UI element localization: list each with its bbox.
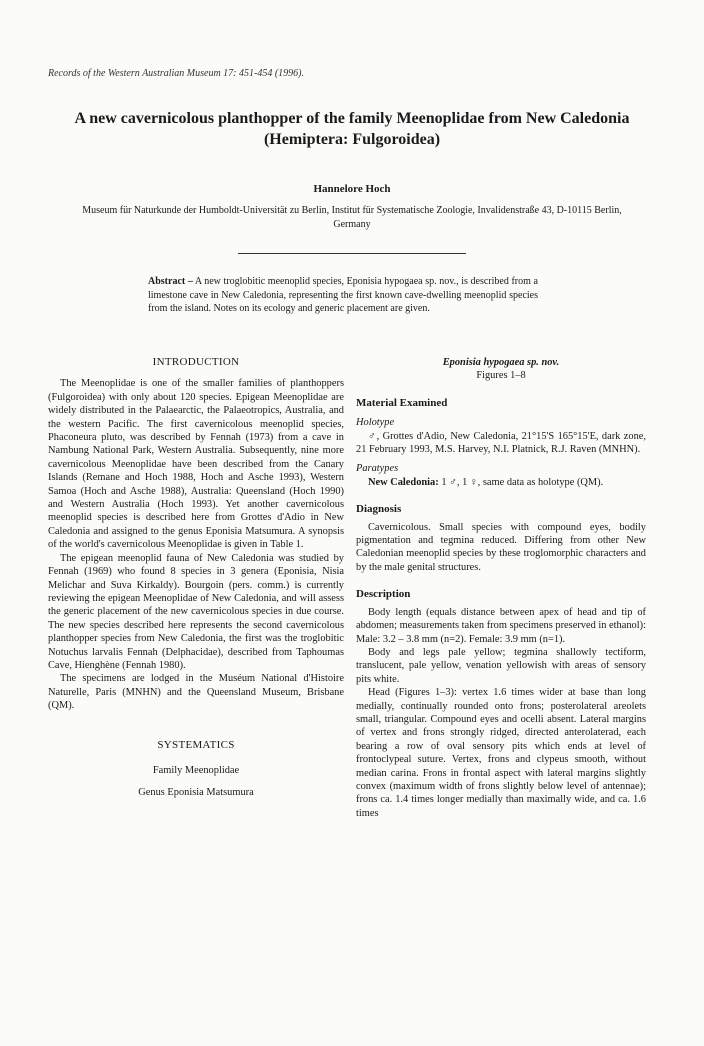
separator-rule <box>238 253 466 254</box>
systematics-heading: SYSTEMATICS <box>157 738 235 751</box>
abstract-text: A new troglobitic meenoplid species, Eponisia hypogaea sp. nov., is described from a limestone cave in New Caledonia, representing the first known cave-dwelling meenoplid species from the island. Notes on its ecology and generic placement are given. <box>148 276 538 314</box>
species-heading: Eponisia hypogaea sp. nov. <box>442 357 560 368</box>
paratypes-paragraph <box>356 476 646 489</box>
material-heading: Material Examined <box>356 396 448 409</box>
diagnosis-text: Cavernicolous. Small species with compound eyes, bodily pigmentation and tegmina reduced. Differing from other New Caledonian meenoplid species by these troglomorphic characters and by the male genital structures. <box>356 521 646 573</box>
paratypes-text: 1 ♂, 1 ♀, same data as holotype (QM). <box>438 476 604 488</box>
article-title: A new cavernicolous planthopper of the family Meenoplidae from New Caledonia (Hemiptera: Fulgoroidea) <box>74 110 630 148</box>
holotype-text: ♂, Grottes d'Adio, New Caledonia, 21°15'S 165°15'E, dark zone, 21 February 1993, M.S. Harvey, N.I. Platnick, R.J. Raven (MNHN). <box>356 430 646 456</box>
diagnosis-heading: Diagnosis <box>356 503 402 516</box>
description-paragraph: Body length (equals distance between apex of head and tip of abdomen; measurements taken from specimens preserved in ethanol): Male: 3.2 – 3.8 mm (n=2). Female: 3.9 mm (n=1). <box>356 606 646 645</box>
description-heading: Description <box>356 588 411 601</box>
family-heading: Family Meenoplidae <box>152 764 240 776</box>
author-name: Hannelore Hoch <box>313 183 391 195</box>
journal-citation: Records of the Western Australian Museum 17: 451-454 (1996). <box>48 68 304 79</box>
description-paragraph: Body and legs pale yellow; tegmina shallowly tectiform, translucent, pale yellow, venation yellowish with areas of sensory pits white. <box>356 646 646 685</box>
intro-paragraph: The Meenoplidae is one of the smaller families of planthoppers (Fulgoroidea) with only about 120 species. Epigean Meenoplidae are widely distributed in the Palaearctic, the Palaeotropics, Australia, and the western Pacific. The first cavernicolous meenoplid species, Phaconeura pluto, was described by Fennah (1973) from a cave in Nambung National Park, Western Australia. Subsequently, nine more cavernicolous Meenoplidae have been described from the Canary Islands (Remane and Hoch 1988, Hoch and Asche 1993), Western Samoa (Hoch and Asche 1988), Australia: Queensland (Hoch 1990) and Western Australia (Hoch 1993). Yet another cavernicolous meenoplid species is described here from Grottes d'Adio in New Caledonia and assigned to the genus Eponisia Matsumura. A synopsis of the world's cavernicolous Meenoplidae is given in Table 1. <box>48 378 344 551</box>
holotype-heading: Holotype <box>356 417 395 429</box>
figures-reference: Figures 1–8 <box>476 370 526 382</box>
left-column <box>48 356 344 800</box>
paratypes-heading: Paratypes <box>356 463 399 475</box>
intro-paragraph: The specimens are lodged in the Muséum National d'Histoire Naturelle, Paris (MNHN) and the Queensland Museum, Brisbane (QM). <box>48 673 344 712</box>
intro-paragraph: The epigean meenoplid fauna of New Caledonia was studied by Fennah (1969) who found 8 species in 3 genera (Eponisia, Nisia Melichar and Suva Kirkaldy). Bourgoin (pers. comm.) is currently reviewing the epigean Meenoplidae of New Caledonia, and will assess the generic placement of the new cavernicolous species in due course. The new species described here represents the second cavernicolous planthopper species from New Caledonia, the first was the troglobitic Notuchus larvalis Fennah (Delphacidae), described from Taphoumas Cave, Hienghène (Fennah 1980). <box>48 552 344 671</box>
author-affiliation: Museum für Naturkunde der Humboldt-Universität zu Berlin, Institut für Systematische Zoologie, Invalidenstraße 43, D-10115 Berlin, Germany <box>82 205 622 230</box>
introduction-heading: INTRODUCTION <box>152 356 240 368</box>
genus-heading: Genus Eponisia Matsumura <box>138 787 254 799</box>
paratypes-label: New Caledonia: <box>368 476 439 488</box>
abstract-label: Abstract – <box>148 276 193 287</box>
abstract <box>148 275 538 316</box>
description-paragraph: Head (Figures 1–3): vertex 1.6 times wider at base than long medially, continually rounded onto frons; posterolateral areolets small, triangular. Compound eyes and ocelli absent. Lateral margins of vertex and frons strongly ridged, directed anterolaterad, each bearing a row of oval sensory pits which ends at level of frontoclypeal suture. Vertex, frons and clypeus smooth, without median carina. Frons in frontal aspect with lateral margins slightly convex (maximum width of frons slightly below level of antennae); frons ca. 1.4 times longer medially than maximally wide, and ca. 1.6 times <box>356 687 646 819</box>
right-column <box>356 356 646 820</box>
